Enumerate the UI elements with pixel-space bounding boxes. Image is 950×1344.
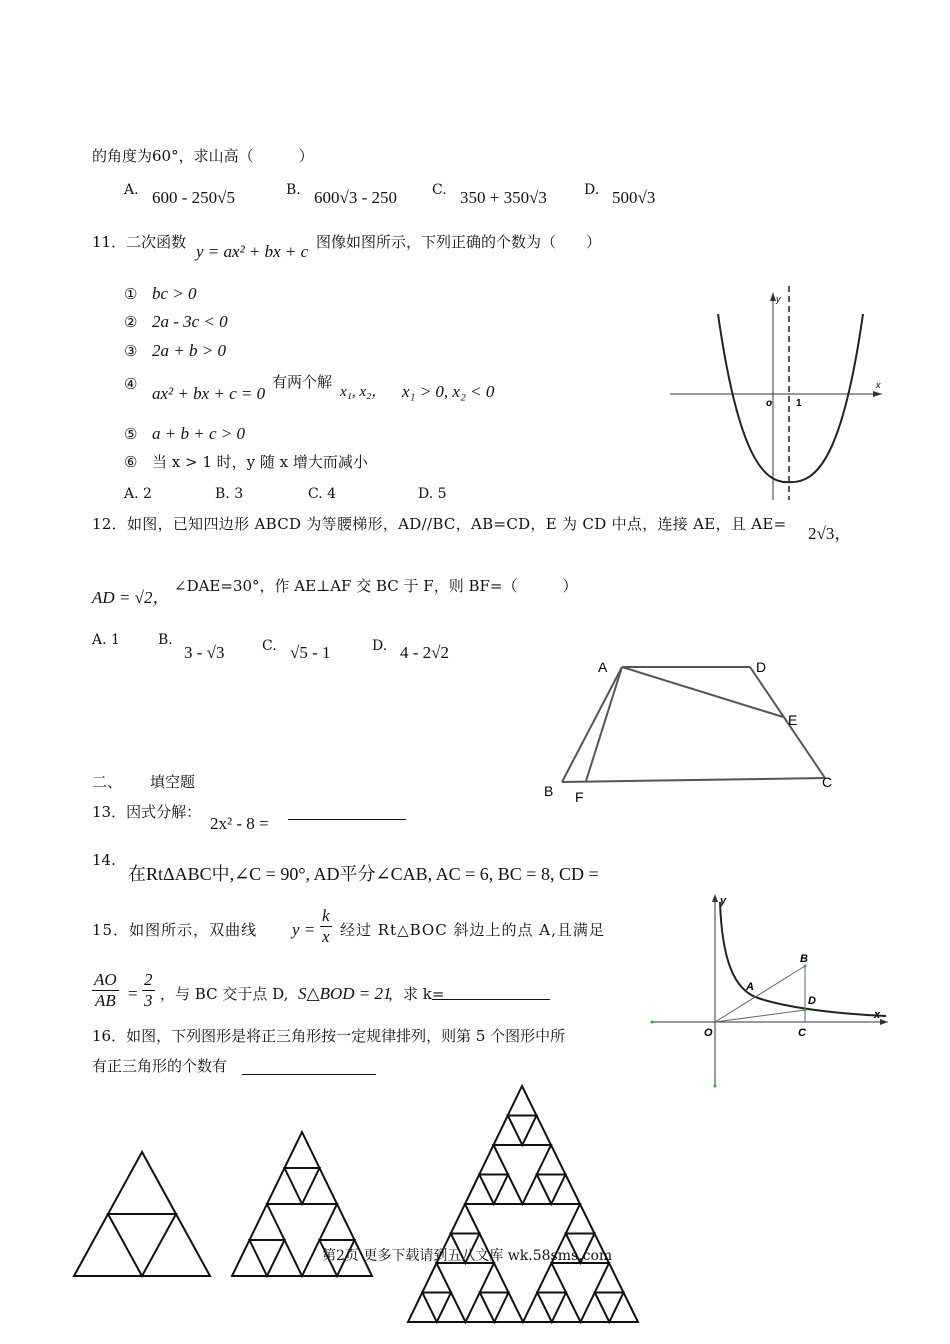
q10-option-c-letter: C. [432, 182, 447, 198]
pattern-figure-3 [408, 1086, 638, 1322]
label-e: E [788, 712, 798, 728]
q15-func-fraction [320, 906, 332, 947]
label-b: B [800, 953, 808, 965]
label-a: A [598, 659, 608, 675]
q10-option-c-expr: 350 + 350√3 [460, 188, 547, 207]
label-c: C [822, 774, 833, 790]
segment-ob [715, 966, 805, 1022]
hyperbola-figure [648, 890, 892, 1088]
q10-option-b-expr: 600√3 - 250 [314, 188, 397, 207]
q10-option-d-letter: D. [584, 182, 600, 198]
q15-ratio-den: AB [94, 991, 116, 1010]
q12-option-c-expr: √5 - 1 [290, 643, 331, 662]
q11-item-4-roots: x₁, x₂， [340, 384, 387, 400]
q15-area: S△BOD = 21 [298, 984, 392, 1003]
label-b: B [544, 783, 554, 799]
x-axis-arrow-icon [880, 1019, 888, 1025]
q11-item-5-mark: ⑤ [124, 425, 138, 443]
trapezoid-figure [540, 654, 840, 806]
q15-value-fraction [142, 970, 155, 1011]
inner-triangle [537, 1293, 566, 1323]
inner-triangle [422, 1293, 451, 1323]
q12-ae-value: 2√3， [808, 524, 852, 543]
q13-expr: 2x² - 8 = [210, 814, 269, 833]
side-bc [562, 778, 825, 782]
label-y: y [720, 895, 727, 907]
q14-expr: 在RtΔABC中,∠C = 90°, AD平分∠CAB, AC = 6, BC = 8, CD = [128, 864, 599, 884]
label-x: x [874, 1009, 881, 1021]
y-axis-label: y [776, 294, 781, 304]
q12-option-d-expr: 4 - 2√2 [400, 643, 449, 662]
q16-line2: 有正三角形的个数有 [92, 1057, 228, 1075]
inner-triangle [508, 1116, 537, 1146]
label-f: F [575, 789, 584, 805]
q15-rest: ，与 BC 交于点 D, [160, 985, 289, 1003]
inner-triangle [537, 1175, 566, 1205]
parabola-graph [668, 284, 890, 506]
x-axis-arrow-icon [873, 391, 882, 397]
q13-answer-blank[interactable] [288, 803, 406, 820]
inner-triangle [595, 1293, 624, 1323]
q12-line1: 12．如图，已知四边形 ABCD 为等腰梯形，AD//BC，AB=CD，E 为 CD 中点，连接 AE，且 AE= [92, 515, 787, 533]
inner-triangle [250, 1240, 285, 1276]
label-d: D [808, 995, 816, 1007]
q12-line2: ∠DAE=30°，作 AE⊥AF 交 BC 于 F，则 BF=（ ） [174, 577, 578, 595]
q11-item-2-mark: ② [124, 313, 138, 331]
q11-item-5-text: a + b + c > 0 [152, 424, 245, 443]
q15-val-num: 2 [144, 970, 153, 989]
q12-option-b-letter: B. [158, 632, 173, 648]
pattern-figure-1 [74, 1152, 210, 1276]
y-axis-arrow-icon [712, 894, 718, 902]
section-title: 填空题 [150, 773, 196, 791]
q15-ratio-fraction [92, 970, 119, 1011]
q11-option-b: B. 3 [215, 486, 244, 502]
q11-item-4-expr: ax² + bx + c = 0 [152, 384, 266, 403]
q15-func-den: x [322, 927, 330, 946]
q11-item-4-cond: x₁ > 0, x₂ < 0 [402, 382, 495, 401]
q16-answer-blank[interactable] [242, 1058, 376, 1075]
q14-number: 14. [92, 851, 116, 869]
q15-func-num: k [322, 906, 330, 925]
q11-option-d: D. 5 [418, 486, 447, 502]
q11-item-3-mark: ③ [124, 342, 138, 360]
q15-mid: 经过 Rt△BOC 斜边上的点 A,且满足 [340, 921, 605, 939]
q15-ask: ，求 k= [388, 985, 445, 1003]
origin-label: o [766, 398, 773, 409]
parabola-curve [718, 314, 863, 482]
inner-triangle [108, 1214, 176, 1276]
q11-item-6-mark: ⑥ [124, 453, 138, 471]
q15-start: 15．如图所示，双曲线 [92, 921, 258, 939]
label-d: D [756, 659, 767, 675]
q11-item-1-text: bc > 0 [152, 284, 197, 303]
q11-number: 11．二次函数 [92, 233, 187, 251]
q15-eq: = [128, 984, 138, 1003]
x-axis-label: x [876, 380, 881, 390]
x-axis-start-dot [651, 1021, 654, 1024]
q12-option-c-letter: C. [262, 638, 277, 654]
q10-option-d-expr: 500√3 [612, 188, 656, 207]
q10-tail: 的角度为60°，求山高（ ） [92, 147, 314, 165]
inner-triangle [479, 1175, 508, 1205]
q11-item-3-text: 2a + b > 0 [152, 341, 226, 360]
triangle-pattern-figure [0, 1080, 950, 1344]
segment-od [715, 1010, 805, 1022]
q10-option-a-expr: 600 - 250√5 [152, 188, 235, 207]
q12-option-d-letter: D. [372, 638, 388, 654]
q11-option-a: A. 2 [124, 486, 152, 502]
inner-triangle [480, 1293, 509, 1323]
q11-tail: 图像如图所示，下列正确的个数为（ ） [316, 233, 602, 251]
q15-ratio-num: AO [94, 970, 117, 989]
point-b [804, 965, 807, 968]
q11-item-4-mid: 有两个解 [272, 373, 333, 391]
q11-option-c: C. 4 [308, 486, 337, 502]
q11-item-1-mark: ① [124, 285, 138, 303]
q10-option-a-letter: A. [124, 182, 139, 198]
inner-triangle [285, 1168, 320, 1204]
q11-function: y = ax² + bx + c [196, 242, 309, 261]
q16-line1: 16．如图，下列图形是将正三角形按一定规律排列，则第 5 个图形中所 [92, 1027, 566, 1045]
label-a: A [746, 981, 754, 993]
q12-ad-expr: AD = √2， [92, 588, 170, 607]
q11-item-6-text: 当 x > 1 时，y 随 x 增大而减小 [152, 453, 368, 471]
q12-option-b-expr: 3 - √3 [184, 643, 225, 662]
q10-option-b-letter: B. [286, 182, 301, 198]
page-footer: 第2页 更多下载请到五八文库 wk.58sms.com [322, 1248, 613, 1264]
label-o: O [704, 1027, 713, 1039]
point-d [804, 1009, 807, 1012]
label-c: C [798, 1027, 806, 1039]
q15-val-den: 3 [144, 991, 153, 1010]
q15-answer-blank[interactable] [432, 983, 550, 1000]
q12-option-a: A. 1 [92, 632, 120, 648]
q15-func-lhs: y = [292, 920, 316, 939]
section-number: 二、 [92, 773, 123, 791]
tick-1-label: 1 [796, 398, 802, 409]
q11-item-4-mark: ④ [124, 375, 138, 393]
q11-item-2-text: 2a - 3c < 0 [152, 312, 228, 331]
q13-text: 13．因式分解： [92, 803, 202, 821]
